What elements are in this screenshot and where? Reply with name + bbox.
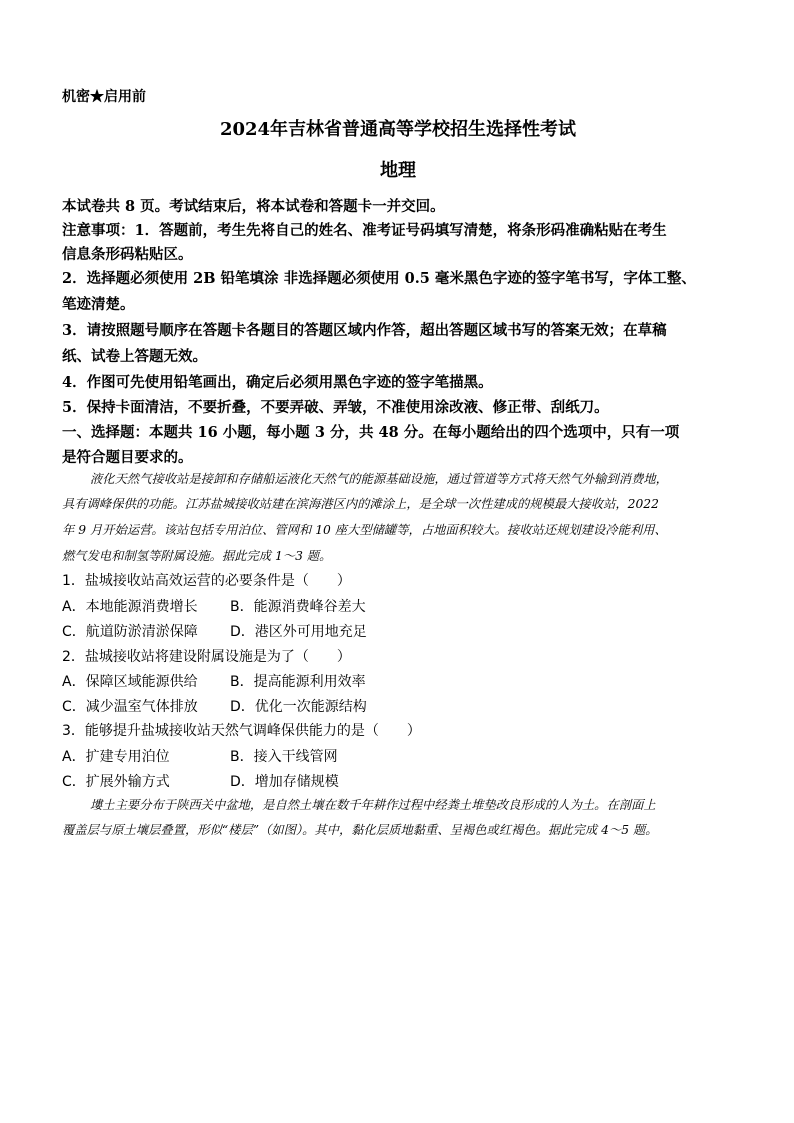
instruction-line: 4．作图可先使用铅笔画出，确定后必须用黑色字迹的签字笔描黑。 (62, 374, 493, 391)
passage-line: 年 9 月开始运营。该站包括专用泊位、管网和 10 座大型储罐等，占地面积较大。接收站还规划建设冷能利用、 (62, 523, 667, 537)
option-a: A．本地能源消费增长 (62, 599, 198, 615)
option-a: A．扩建专用泊位 (62, 749, 170, 765)
passage-line: 具有调峰保供的功能。江苏盐城接收站建在滨海港区内的滩涂上，是全球一次性建成的规模最大接收站，2022 (62, 497, 659, 511)
instruction-line: 注意事项：1．答题前，考生先将自己的姓名、准考证号码填写清楚，将条形码准确粘贴在考生 (62, 222, 667, 239)
instruction-line: 信息条形码粘贴区。 (62, 246, 193, 263)
passage-line: 液化天然气接收站是接卸和存储船运液化天然气的能源基础设施，通过管道等方式将天然气外输到消费地， (90, 472, 668, 486)
option-d: D．港区外可用地充足 (230, 624, 367, 640)
instruction-line: 本试卷共 8 页。考试结束后，将本试卷和答题卡一并交回。 (62, 198, 445, 215)
instruction-line: 5．保持卡面清洁，不要折叠，不要弄破、弄皱，不准使用涂改液、修正带、刮纸刀。 (62, 399, 609, 416)
instruction-line: 2．选择题必须使用 2B 铅笔填涂 非选择题必须使用 0.5 毫米黑色字迹的签字笔书写，字体工整、 (62, 270, 696, 287)
passage-line: 覆盖层与原土壤层叠置，形似“楼层”（如图）。其中，黏化层质地黏重、呈褐色或红褐色。据此完成 4～5 题。 (62, 823, 658, 837)
option-c: C．扩展外输方式 (62, 774, 170, 790)
question-stem: 2．盐城接收站将建设附属设施是为了（ ） (62, 649, 351, 665)
section-heading: 是符合题目要求的。 (62, 449, 193, 466)
option-a: A．保障区域能源供给 (62, 674, 198, 690)
question-stem: 1．盐城接收站高效运营的必要条件是（ ） (62, 573, 351, 589)
instruction-line: 纸、试卷上答题无效。 (62, 348, 207, 365)
subject-title: 地理 (380, 160, 416, 181)
confidential-mark: 机密★启用前 (62, 89, 146, 105)
section-heading: 一、选择题：本题共 16 小题，每小题 3 分，共 48 分。在每小题给出的四个选项中，只有一项 (62, 424, 680, 441)
passage-line: 燃气发电和制氢等附属设施。据此完成 1～3 题。 (62, 549, 332, 563)
exam-title: 2024年吉林省普通高等学校招生选择性考试 (219, 119, 577, 140)
option-b: B．提高能源利用效率 (230, 674, 366, 690)
option-b: B．接入干线管网 (230, 749, 338, 765)
instruction-line: 笔迹清楚。 (62, 296, 135, 313)
passage-line: 塿土主要分布于陕西关中盆地，是自然土壤在数千年耕作过程中经粪土堆垫改良形成的人为土。在剖面上 (90, 798, 656, 812)
instruction-line: 3．请按照题号顺序在答题卡各题目的答题区域内作答，超出答题区域书写的答案无效；在草稿 (62, 322, 667, 339)
option-c: C．减少温室气体排放 (62, 699, 198, 715)
question-stem: 3．能够提升盐城接收站天然气调峰保供能力的是（ ） (62, 723, 421, 739)
option-b: B．能源消费峰谷差大 (230, 599, 366, 615)
option-c: C．航道防淤清淤保障 (62, 624, 198, 640)
option-d: D．增加存储规模 (230, 774, 339, 790)
option-d: D．优化一次能源结构 (230, 699, 367, 715)
